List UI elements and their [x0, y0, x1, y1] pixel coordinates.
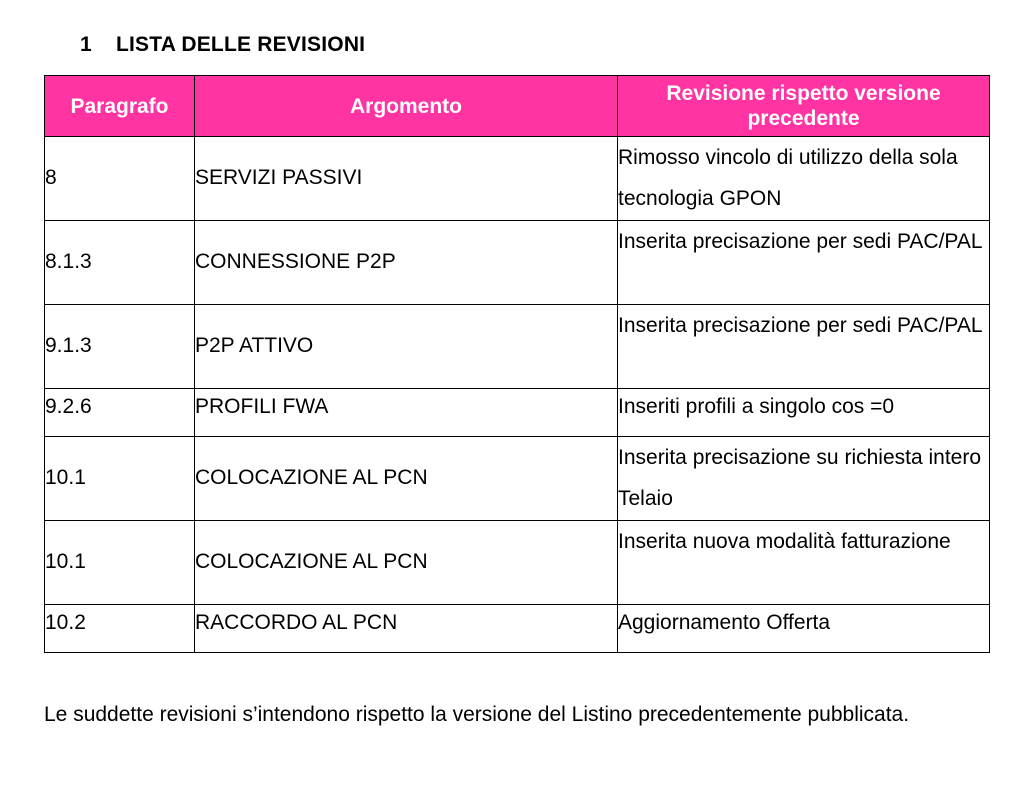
cell-paragrafo: 9.1.3: [45, 305, 195, 389]
table-row: [45, 305, 990, 389]
table-header-row: [45, 76, 990, 137]
cell-revisione: Inserita precisazione per sedi PAC/PAL: [618, 221, 990, 305]
cell-argomento: COLOCAZIONE AL PCN: [195, 437, 618, 521]
cell-revisione: Inserita nuova modalità fatturazione: [618, 521, 990, 605]
cell-argomento: P2P ATTIVO: [195, 305, 618, 389]
cell-paragrafo: 10.2: [45, 605, 195, 653]
section-heading: [80, 33, 365, 57]
table-row: [45, 137, 990, 221]
cell-paragrafo: 8: [45, 137, 195, 221]
table-row: [45, 221, 990, 305]
cell-paragrafo: 8.1.3: [45, 221, 195, 305]
cell-paragrafo: 10.1: [45, 437, 195, 521]
cell-argomento: SERVIZI PASSIVI: [195, 137, 618, 221]
section-number: 1: [80, 33, 92, 56]
cell-paragrafo: 9.2.6: [45, 389, 195, 437]
cell-argomento: CONNESSIONE P2P: [195, 221, 618, 305]
header-argomento: Argomento: [195, 76, 618, 137]
cell-paragrafo: 10.1: [45, 521, 195, 605]
cell-argomento: RACCORDO AL PCN: [195, 605, 618, 653]
table-row: [45, 605, 990, 653]
table-row: [45, 389, 990, 437]
header-revisione: Revisione rispetto versione precedente: [618, 76, 990, 137]
table-row: [45, 521, 990, 605]
table-row: [45, 437, 990, 521]
revisions-table: [44, 75, 990, 653]
cell-revisione: Aggiornamento Offerta: [618, 605, 990, 653]
section-title: LISTA DELLE REVISIONI: [116, 33, 366, 56]
revisions-note: Le suddette revisioni s’intendono rispetto la versione del Listino precedentemente pubblicata.: [44, 703, 910, 726]
cell-revisione: Inserita precisazione per sedi PAC/PAL: [618, 305, 990, 389]
cell-revisione: Inserita precisazione su richiesta intero Telaio: [618, 437, 990, 521]
cell-argomento: COLOCAZIONE AL PCN: [195, 521, 618, 605]
cell-argomento: PROFILI FWA: [195, 389, 618, 437]
cell-revisione: Rimosso vincolo di utilizzo della sola tecnologia GPON: [618, 137, 990, 221]
header-paragrafo: Paragrafo: [45, 76, 195, 137]
cell-revisione: Inseriti profili a singolo cos =0: [618, 389, 990, 437]
